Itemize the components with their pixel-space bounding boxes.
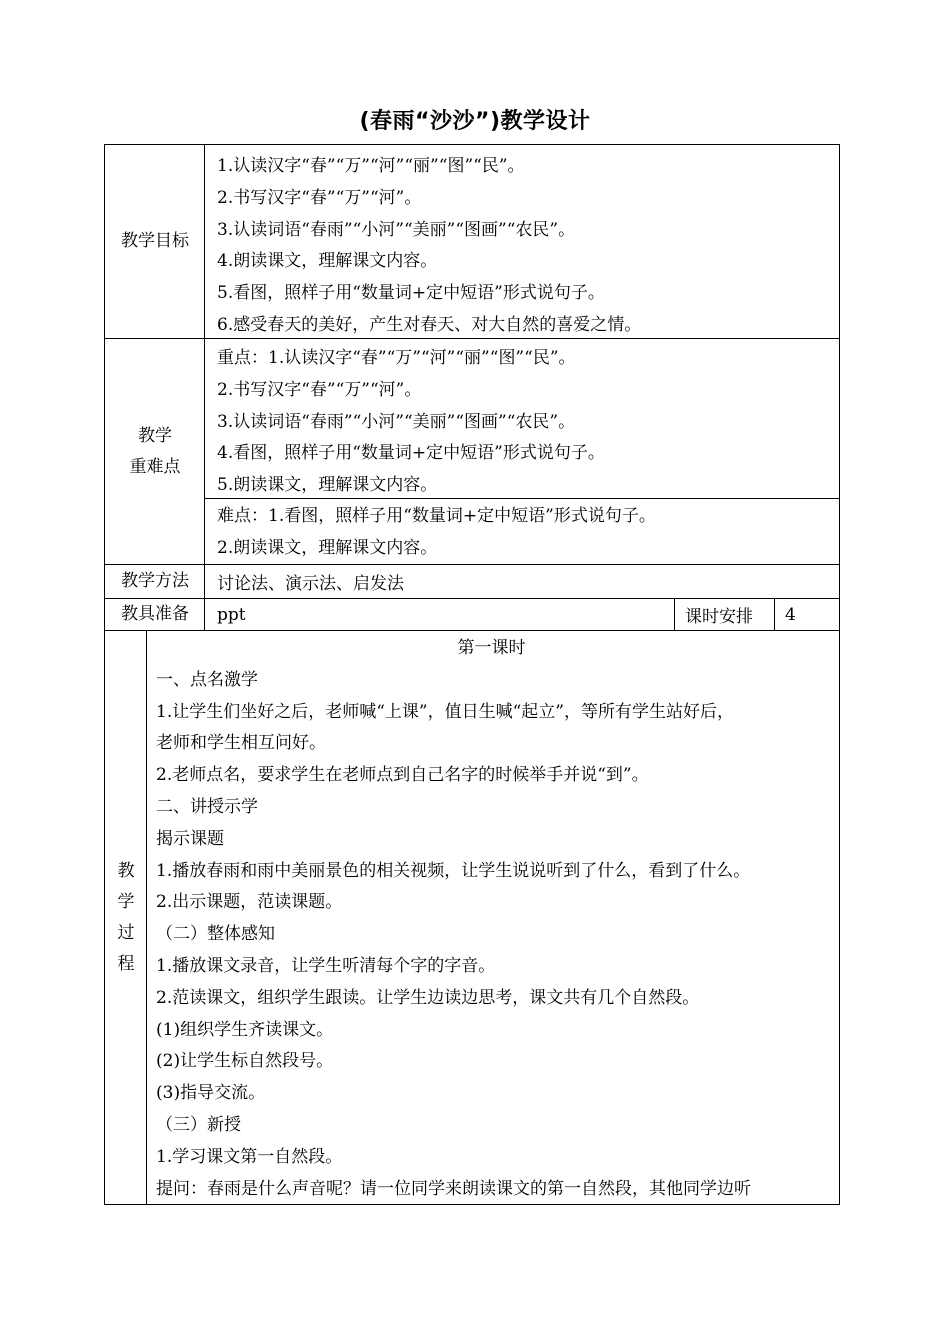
process-line: （三）新授: [156, 1114, 241, 1135]
process-label-char: 教: [117, 860, 135, 881]
process-line: (3)指导交流。: [156, 1083, 266, 1104]
process-line: （二）整体感知: [156, 924, 275, 945]
process-label-char: 过: [117, 922, 135, 943]
key-points-label-line2: 重难点: [129, 456, 181, 477]
page-title: (春雨“沙沙”)教学设计: [359, 109, 591, 134]
methods-label-cell: [104, 564, 205, 598]
difficult-point-item: 难点：1.看图，照样子用“数量词+定中短语”形式说句子。: [217, 506, 656, 526]
objectives-label-cell: [104, 144, 205, 338]
process-line: 老师和学生相互问好。: [156, 733, 326, 754]
key-points-difficult-cell: [204, 498, 840, 564]
key-point-item: 4.看图，照样子用“数量词+定中短语”形式说句子。: [217, 443, 605, 464]
objective-item: 2.书写汉字“春”“万”“河”。: [217, 187, 422, 208]
process-line: 2.范读课文，组织学生跟读。让学生边读边思考，课文共有几个自然段。: [156, 987, 700, 1008]
key-point-item: 重点：1.认读汉字“春”“万”“河”“丽”“图”“民”。: [217, 348, 576, 368]
objective-item: 1.认读汉字“春”“万”“河”“丽”“图”“民”。: [217, 156, 525, 176]
methods-value: 讨论法、演示法、启发法: [217, 574, 404, 594]
hours-value-cell: [774, 598, 840, 630]
objectives-label: 教学目标: [121, 231, 189, 251]
key-points-label-cell: [104, 338, 205, 564]
key-points-label-line1: 教学: [138, 425, 172, 446]
process-line: 1.播放课文录音，让学生听清每个字的字音。: [156, 955, 496, 976]
lesson-title: 第一课时: [457, 638, 526, 658]
process-line: 二、讲授示学: [156, 796, 258, 817]
process-label-char: 学: [117, 891, 135, 912]
process-line: 提问：春雨是什么声音呢？请一位同学来朗读课文的第一自然段，其他同学边听: [156, 1178, 751, 1199]
hours-value: 4: [785, 604, 796, 625]
process-line: 1.播放春雨和雨中美丽景色的相关视频，让学生说说听到了什么，看到了什么。: [156, 860, 751, 881]
process-line: 1.让学生们坐好之后，老师喊“上课”，值日生喊“起立”，等所有学生站好后，: [156, 701, 734, 722]
process-line: 一、点名激学: [156, 669, 258, 690]
process-line: 1.学习课文第一自然段。: [156, 1146, 343, 1167]
materials-value: ppt: [217, 604, 246, 625]
process-label-char: 程: [117, 953, 135, 974]
hours-label-cell: [674, 598, 775, 630]
key-point-item: 2.书写汉字“春”“万”“河”。: [217, 379, 422, 400]
objectives-content-cell: [204, 144, 840, 338]
process-line: 2.出示课题，范读课题。: [156, 892, 343, 913]
methods-value-cell: [204, 564, 840, 598]
materials-label-cell: [104, 598, 205, 630]
key-point-item: 3.认读词语“春雨”“小河”“美丽”“图画”“农民”。: [217, 411, 576, 432]
key-point-item: 5.朗读课文，理解课文内容。: [217, 475, 438, 496]
key-points-focus-cell: [204, 338, 840, 498]
process-line: (2)让学生标自然段号。: [156, 1051, 334, 1072]
materials-value-cell: [204, 598, 675, 630]
objective-item: 5.看图，照样子用“数量词+定中短语”形式说句子。: [217, 283, 605, 304]
objective-item: 3.认读词语“春雨”“小河”“美丽”“图画”“农民”。: [217, 219, 576, 240]
process-line: (1)组织学生齐读课文。: [156, 1019, 334, 1040]
process-line: 2.老师点名，要求学生在老师点到自己名字的时候举手并说“到”。: [156, 765, 649, 786]
materials-label: 教具准备: [121, 604, 189, 624]
process-line: 揭示课题: [156, 828, 224, 849]
objective-item: 4.朗读课文，理解课文内容。: [217, 251, 438, 272]
hours-label: 课时安排: [685, 607, 753, 627]
difficult-point-item: 2.朗读课文，理解课文内容。: [217, 537, 438, 558]
process-content-cell: [146, 630, 840, 1205]
methods-label: 教学方法: [121, 571, 189, 591]
process-label-cell: [104, 630, 147, 1205]
objective-item: 6.感受春天的美好，产生对春天、对大自然的喜爱之情。: [217, 314, 642, 335]
